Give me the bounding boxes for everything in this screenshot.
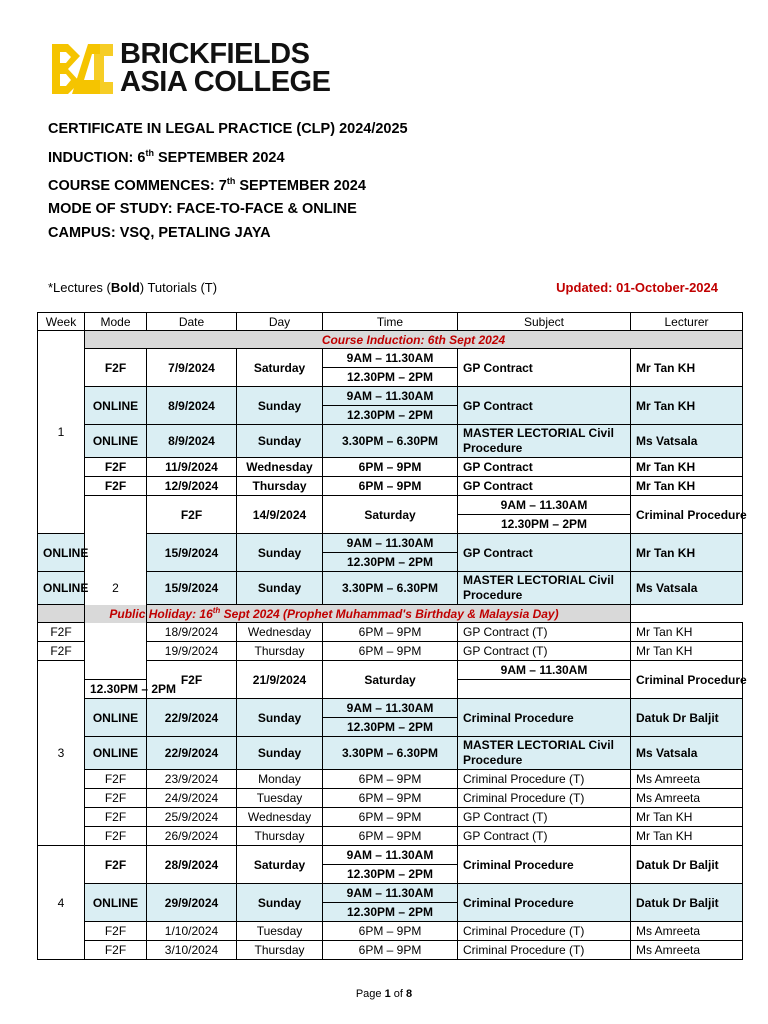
time-cell: 9AM – 11.30AM <box>323 349 458 368</box>
subject-cell: Criminal Procedure (T) <box>458 789 631 808</box>
time-cell: 6PM – 9PM <box>323 770 458 789</box>
time-cell: 6PM – 9PM <box>323 642 458 661</box>
day-cell: Saturday <box>237 846 323 884</box>
subject-cell: GP Contract (T) <box>458 827 631 846</box>
time-cell: 6PM – 9PM <box>323 789 458 808</box>
week-cell: 1 <box>38 331 85 534</box>
table-row <box>38 922 743 941</box>
mode-cell: F2F <box>147 496 237 534</box>
subject-cell: MASTER LECTORIAL Civil Procedure <box>458 737 631 770</box>
subject-cell: Criminal Procedure (T) <box>458 941 631 960</box>
date-cell: 26/9/2024 <box>147 827 237 846</box>
subject-cell: Criminal Procedure (T) <box>458 922 631 941</box>
time-cell: 6PM – 9PM <box>323 623 458 642</box>
subject-cell: Criminal Procedure <box>458 699 631 737</box>
mode-cell: F2F <box>85 349 147 387</box>
subject-cell: Criminal Procedure <box>458 884 631 922</box>
page-footer: Page 1 of 8 <box>355 988 413 1000</box>
date-cell: 24/9/2024 <box>147 789 237 808</box>
day-cell: Tuesday <box>237 789 323 808</box>
lecturer-cell: Ms Vatsala <box>631 425 743 458</box>
date-cell: 25/9/2024 <box>147 808 237 827</box>
date-cell: 3/10/2024 <box>147 941 237 960</box>
lecturer-cell: Ms Amreeta <box>631 922 743 941</box>
mode-cell: ONLINE <box>85 425 147 458</box>
lecturer-cell: Datuk Dr Baljit <box>631 846 743 884</box>
table-row <box>38 425 743 458</box>
week-cell: 3 <box>38 661 85 846</box>
table-row <box>38 941 743 960</box>
date-cell: 8/9/2024 <box>147 387 237 425</box>
lecturer-cell: Mr Tan KH <box>631 642 743 661</box>
time-cell: 3.30PM – 6.30PM <box>323 572 458 605</box>
subject-cell: GP Contract <box>458 477 631 496</box>
subject-cell: MASTER LECTORIAL Civil Procedure <box>458 572 631 605</box>
lecturer-cell: Mr Tan KH <box>631 458 743 477</box>
table-row <box>38 770 743 789</box>
subject-cell: GP Contract <box>458 387 631 425</box>
mode-cell: F2F <box>85 922 147 941</box>
day-cell: Thursday <box>237 477 323 496</box>
mode-cell: F2F <box>38 642 85 661</box>
table-row <box>38 737 743 770</box>
subject-cell: GP Contract (T) <box>458 642 631 661</box>
table-row <box>38 808 743 827</box>
mode-cell: ONLINE <box>85 387 147 425</box>
day-cell: Tuesday <box>237 922 323 941</box>
college-logo <box>50 40 370 100</box>
col-header-week: Week <box>38 313 85 331</box>
time-cell: 12.30PM – 2PM <box>85 680 147 699</box>
day-cell: Saturday <box>323 661 458 699</box>
logo-line-2: ASIA COLLEGE <box>120 66 331 98</box>
date-cell: 18/9/2024 <box>147 623 237 642</box>
date-cell: 11/9/2024 <box>147 458 237 477</box>
day-cell: Sunday <box>237 884 323 922</box>
date-cell: 12/9/2024 <box>147 477 237 496</box>
table-row <box>38 827 743 846</box>
lecturer-cell: Ms Vatsala <box>631 572 743 605</box>
time-cell: 9AM – 11.30AM <box>323 699 458 718</box>
mode-cell: F2F <box>147 661 237 699</box>
time-cell: 3.30PM – 6.30PM <box>323 737 458 770</box>
col-header-date: Date <box>147 313 237 331</box>
time-cell: 12.30PM – 2PM <box>323 903 458 922</box>
day-cell: Thursday <box>237 642 323 661</box>
induction-announcement: Course Induction: 6th Sept 2024 <box>85 331 743 349</box>
subject-cell: MASTER LECTORIAL Civil Procedure <box>458 425 631 458</box>
date-cell: 15/9/2024 <box>147 534 237 572</box>
logo-line-1: BRICKFIELDS <box>120 38 310 70</box>
date-cell: 19/9/2024 <box>147 642 237 661</box>
col-header-mode: Mode <box>85 313 147 331</box>
lecturer-cell: Mr Tan KH <box>631 534 743 572</box>
mode-cell: ONLINE <box>38 534 85 572</box>
table-row <box>38 884 743 903</box>
time-cell: 6PM – 9PM <box>323 922 458 941</box>
mode-cell: F2F <box>85 846 147 884</box>
mode-cell: F2F <box>85 808 147 827</box>
col-header-time: Time <box>323 313 458 331</box>
subject-cell: Criminal Procedure <box>631 661 743 699</box>
time-cell: 6PM – 9PM <box>323 458 458 477</box>
mode-cell: ONLINE <box>85 884 147 922</box>
subject-cell: GP Contract (T) <box>458 623 631 642</box>
day-cell: Wednesday <box>237 458 323 477</box>
subject-cell: GP Contract <box>458 458 631 477</box>
table-row <box>38 349 743 368</box>
table-row <box>38 477 743 496</box>
day-cell: Sunday <box>237 425 323 458</box>
day-cell: Wednesday <box>237 808 323 827</box>
campus: CAMPUS: VSQ, PETALING JAYA <box>48 224 271 241</box>
day-cell: Sunday <box>237 699 323 737</box>
lecturer-cell: Ms Amreeta <box>631 770 743 789</box>
date-cell: 28/9/2024 <box>147 846 237 884</box>
date-cell: 21/9/2024 <box>237 661 323 699</box>
time-cell: 12.30PM – 2PM <box>323 718 458 737</box>
mode-cell: ONLINE <box>85 737 147 770</box>
table-row <box>38 789 743 808</box>
subject-cell: GP Contract (T) <box>458 808 631 827</box>
legend-note: *Lectures (Bold) Tutorials (T) <box>48 280 218 295</box>
logo-wordmark <box>120 40 330 96</box>
day-cell: Wednesday <box>237 623 323 642</box>
time-cell: 6PM – 9PM <box>323 477 458 496</box>
time-cell: 9AM – 11.30AM <box>323 534 458 553</box>
time-cell: 9AM – 11.30AM <box>323 884 458 903</box>
lecturer-cell: Mr Tan KH <box>631 623 743 642</box>
day-cell: Saturday <box>237 349 323 387</box>
lecturer-cell: Datuk Dr Baljit <box>631 884 743 922</box>
day-cell: Thursday <box>237 941 323 960</box>
time-cell: 9AM – 11.30AM <box>323 387 458 406</box>
time-cell: 3.30PM – 6.30PM <box>323 425 458 458</box>
day-cell: Sunday <box>237 572 323 605</box>
table-row <box>38 496 743 515</box>
table-row <box>38 458 743 477</box>
induction-date: INDUCTION: 6th SEPTEMBER 2024 <box>48 147 285 166</box>
lecturer-cell: Ms Amreeta <box>631 941 743 960</box>
mode-cell: F2F <box>85 477 147 496</box>
date-cell: 29/9/2024 <box>147 884 237 922</box>
lecturer-cell: Mr Tan KH <box>631 808 743 827</box>
subject-cell: Criminal Procedure <box>458 846 631 884</box>
day-cell: Saturday <box>323 496 458 534</box>
date-cell: 1/10/2024 <box>147 922 237 941</box>
holiday-announcement: Public Holiday: 16th Sept 2024 (Prophet Muhammad's Birthday & Malaysia Day) <box>38 605 631 623</box>
day-cell: Thursday <box>237 827 323 846</box>
time-cell: 12.30PM – 2PM <box>323 865 458 884</box>
time-cell: 12.30PM – 2PM <box>323 368 458 387</box>
table-row <box>38 387 743 406</box>
lecturer-cell: Ms Vatsala <box>631 737 743 770</box>
lecturer-cell: Mr Tan KH <box>631 827 743 846</box>
programme-header <box>48 118 408 245</box>
day-cell: Sunday <box>237 534 323 572</box>
date-cell: 15/9/2024 <box>147 572 237 605</box>
announcement-row <box>38 605 743 623</box>
time-cell: 9AM – 11.30AM <box>323 846 458 865</box>
mode-cell: F2F <box>85 941 147 960</box>
date-cell: 8/9/2024 <box>147 425 237 458</box>
commencement-date: COURSE COMMENCES: 7th SEPTEMBER 2024 <box>48 175 366 194</box>
mode-of-study: MODE OF STUDY: FACE-TO-FACE & ONLINE <box>48 201 357 218</box>
mode-cell: F2F <box>85 770 147 789</box>
date-cell: 7/9/2024 <box>147 349 237 387</box>
time-cell: 12.30PM – 2PM <box>458 515 631 534</box>
time-cell: 12.30PM – 2PM <box>323 406 458 425</box>
lecturer-cell: Mr Tan KH <box>631 477 743 496</box>
programme-title: CERTIFICATE IN LEGAL PRACTICE (CLP) 2024/2025 <box>48 121 408 137</box>
subject-cell: Criminal Procedure (T) <box>458 770 631 789</box>
mode-cell: F2F <box>85 458 147 477</box>
time-cell: 6PM – 9PM <box>323 941 458 960</box>
mode-cell: F2F <box>85 827 147 846</box>
col-header-lecturer: Lecturer <box>631 313 743 331</box>
mode-cell: ONLINE <box>38 572 85 605</box>
day-cell: Monday <box>237 770 323 789</box>
date-cell: 22/9/2024 <box>147 737 237 770</box>
col-header-day: Day <box>237 313 323 331</box>
table-header-row <box>38 313 743 331</box>
time-cell: 6PM – 9PM <box>323 808 458 827</box>
time-cell: 6PM – 9PM <box>323 827 458 846</box>
week-cell: 2 <box>85 496 147 680</box>
lecturer-cell: Mr Tan KH <box>631 387 743 425</box>
mode-cell: F2F <box>85 789 147 808</box>
col-header-subject: Subject <box>458 313 631 331</box>
date-cell: 22/9/2024 <box>147 699 237 737</box>
time-cell: 9AM – 11.30AM <box>458 661 631 680</box>
lecturer-cell: Mr Tan KH <box>631 349 743 387</box>
announcement-row <box>38 331 743 349</box>
subject-cell: GP Contract <box>458 349 631 387</box>
updated-date: Updated: 01-October-2024 <box>556 280 718 295</box>
subject-cell: Criminal Procedure <box>631 496 743 534</box>
lecturer-cell: Datuk Dr Baljit <box>631 699 743 737</box>
schedule-table <box>37 312 747 960</box>
day-cell: Sunday <box>237 387 323 425</box>
time-cell: 12.30PM – 2PM <box>323 553 458 572</box>
date-cell: 23/9/2024 <box>147 770 237 789</box>
day-cell: Sunday <box>237 737 323 770</box>
mode-cell: F2F <box>38 623 85 642</box>
week-cell: 4 <box>38 846 85 960</box>
date-cell: 14/9/2024 <box>237 496 323 534</box>
lecturer-cell: Ms Amreeta <box>631 789 743 808</box>
mode-cell: ONLINE <box>85 699 147 737</box>
time-cell: 9AM – 11.30AM <box>458 496 631 515</box>
bac-logo-icon <box>50 40 115 98</box>
table-row <box>38 699 743 718</box>
subject-cell: GP Contract <box>458 534 631 572</box>
table-row <box>38 846 743 865</box>
